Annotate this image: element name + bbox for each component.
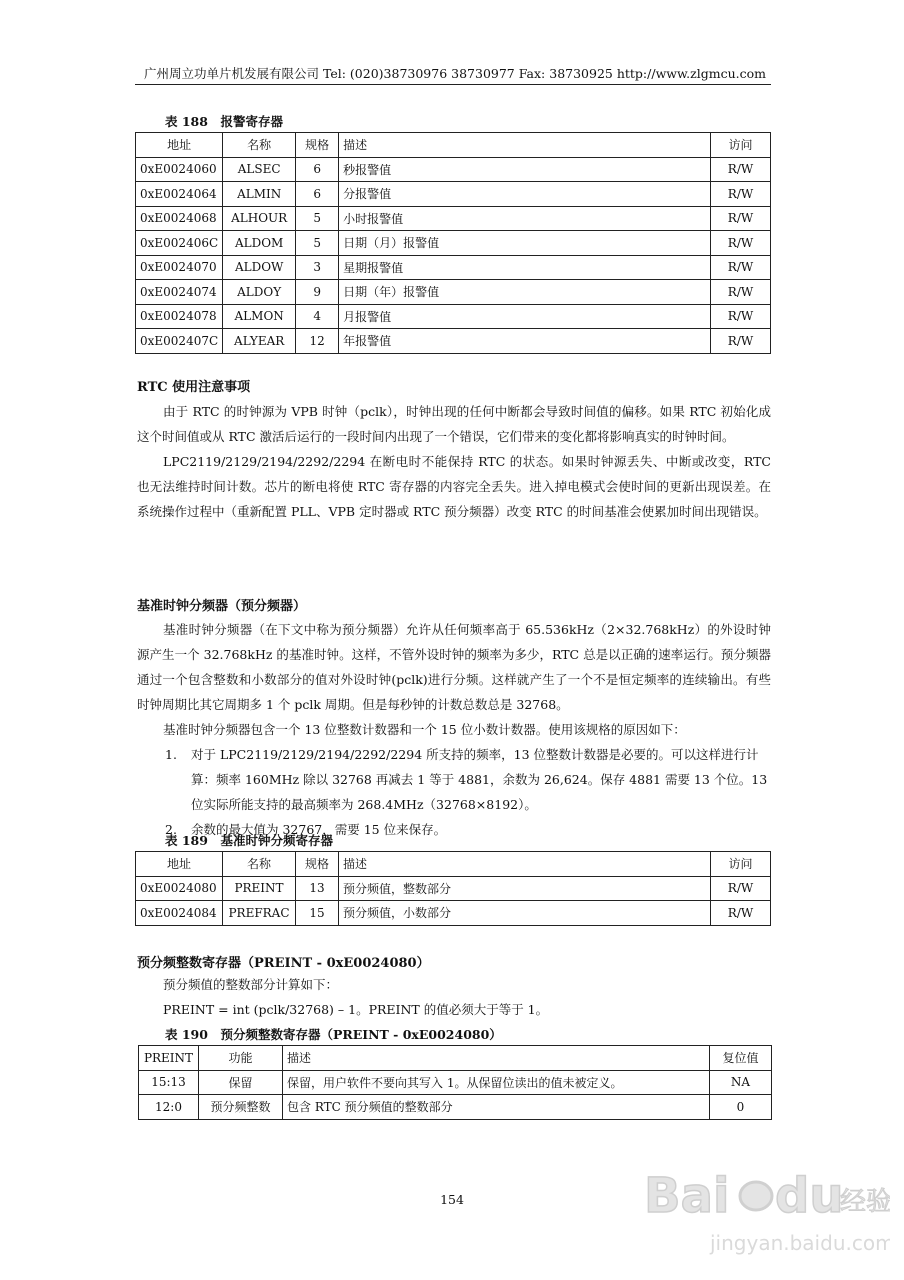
table-cell: 保留，用户软件不要向其写入 1。从保留位读出的值未被定义。	[283, 1070, 710, 1095]
page-header: 广州周立功单片机发展有限公司 Tel: (020)38730976 38730977 Fax: 38730925 http://www.zlgmcu.com	[144, 66, 766, 81]
table-cell: ALDOW	[223, 255, 296, 280]
table-cell: 0xE002406C	[136, 231, 223, 256]
table-189-caption: 表 189 基准时钟分频寄存器	[165, 833, 333, 848]
table-188-caption: 表 188 报警寄存器	[165, 114, 283, 129]
list-text: 余数的最大值为 32767，需要 15 位来保存。	[191, 822, 447, 837]
table-190	[138, 1045, 772, 1120]
table-cell: 13	[296, 876, 339, 901]
table-cell: 5	[296, 231, 339, 256]
column-header: 规格	[296, 852, 339, 877]
table-cell: R/W	[711, 876, 771, 901]
table-cell: 月报警值	[339, 304, 711, 329]
table-cell: PREFRAC	[223, 901, 296, 926]
table-cell: 6	[296, 157, 339, 182]
column-header: 功能	[199, 1046, 283, 1071]
table-cell: 6	[296, 182, 339, 207]
preint-heading: 预分频整数寄存器（PREINT - 0xE0024080）	[137, 956, 430, 971]
table-row	[136, 876, 771, 901]
column-header: 名称	[223, 852, 296, 877]
table-cell: 9	[296, 280, 339, 305]
svg-text:经验: 经验	[840, 1187, 890, 1217]
table-row	[136, 182, 771, 207]
table-cell: 包含 RTC 预分频值的整数部分	[283, 1095, 710, 1120]
preint-text: 预分频值的整数部分计算如下：	[163, 977, 339, 992]
table-cell: 12:0	[139, 1095, 199, 1120]
table-cell: ALMIN	[223, 182, 296, 207]
table-row	[136, 206, 771, 231]
list-number: 2.	[165, 822, 177, 837]
column-header: 描述	[339, 133, 711, 158]
table-row	[136, 901, 771, 926]
table-cell: 0xE0024080	[136, 876, 223, 901]
table-cell: R/W	[711, 280, 771, 305]
table-189	[135, 851, 771, 926]
table-cell: 0xE0024084	[136, 901, 223, 926]
column-header: 访问	[711, 852, 771, 877]
column-header: 描述	[283, 1046, 710, 1071]
table-row	[136, 255, 771, 280]
table-row	[136, 304, 771, 329]
table-row	[139, 1095, 772, 1120]
table-row	[136, 157, 771, 182]
table-cell: 年报警值	[339, 329, 711, 354]
paragraph: 基准时钟分频器（在下文中称为预分频器）允许从任何频率高于 65.536kHz（2×32.768kHz）的外设时钟源产生一个 32.768kHz 的基准时钟。这样，不管外设时钟的频率为多少，RTC 总是以正确的速率运行。预分频器通过一个包含整数和小数部分的值对外设时钟(pclk)进行分频。这样就产生了一个不是恒定频率的连续输出。有些时钟周期比其它周期多 1 个 pclk 周期。但是每秒钟的计数总数总是 32768。	[137, 622, 771, 712]
baidu-watermark	[640, 1150, 890, 1265]
table-cell: ALDOY	[223, 280, 296, 305]
table-cell: R/W	[711, 329, 771, 354]
svg-text:du: du	[775, 1168, 844, 1224]
column-header: 地址	[136, 133, 223, 158]
table-cell: ALSEC	[223, 157, 296, 182]
table-cell: 0xE0024078	[136, 304, 223, 329]
paragraph: 基准时钟分频器包含一个 13 位整数计数器和一个 15 位小数计数器。使用该规格的原因如下：	[163, 722, 686, 737]
svg-text:Bai: Bai	[644, 1168, 730, 1224]
table-cell: R/W	[711, 304, 771, 329]
table-cell: 星期报警值	[339, 255, 711, 280]
page-number: 154	[440, 1192, 464, 1207]
table-cell: NA	[710, 1070, 772, 1095]
table-188	[135, 132, 771, 354]
table-cell: 5	[296, 206, 339, 231]
preint-formula: PREINT = int (pclk/32768) – 1。PREINT 的值必须大于等于 1。	[163, 1002, 549, 1017]
table-cell: 12	[296, 329, 339, 354]
table-cell: 0xE0024064	[136, 182, 223, 207]
table-cell: ALYEAR	[223, 329, 296, 354]
list-item	[137, 742, 771, 817]
table-cell: PREINT	[223, 876, 296, 901]
paragraph: LPC2119/2129/2194/2292/2294 在断电时不能保持 RTC 的状态。如果时钟源丢失、中断或改变，RTC 也无法维持时间计数。芯片的断电将使 RTC 寄存器的内容完全丢失。进入掉电模式会使时间的更新出现误差。在系统操作过程中（重新配置 PLL、VPB 定时器或 RTC 预分频器）改变 RTC 的时间基准会使累加时间出现错误。	[137, 454, 771, 519]
table-cell: 0xE0024060	[136, 157, 223, 182]
table-cell: R/W	[711, 901, 771, 926]
table-cell: 15:13	[139, 1070, 199, 1095]
table-cell: ALMON	[223, 304, 296, 329]
table-cell: 预分频整数	[199, 1095, 283, 1120]
table-header-row	[136, 133, 771, 158]
table-cell: 0xE002407C	[136, 329, 223, 354]
table-cell: 保留	[199, 1070, 283, 1095]
table-cell: 预分频值，整数部分	[339, 876, 711, 901]
header-rule	[135, 84, 771, 85]
list-number: 1.	[165, 747, 177, 762]
table-cell: 分报警值	[339, 182, 711, 207]
table-cell: R/W	[711, 157, 771, 182]
table-cell: 0	[710, 1095, 772, 1120]
table-row	[136, 329, 771, 354]
table-cell: R/W	[711, 206, 771, 231]
svg-text:jingyan.baidu.com: jingyan.baidu.com	[710, 1231, 890, 1255]
table-cell: ALHOUR	[223, 206, 296, 231]
list-text: 对于 LPC2119/2129/2194/2292/2294 所支持的频率，13 位整数计数器是必要的。可以这样进行计算：频率 160MHz 除以 32768 再减去 1 等于 4881，余数为 26,624。保存 4881 需要 13 个位。13 位实际所能支持的最高频率为 268.4MHz（32768×8192）。	[191, 747, 768, 812]
table-cell: 15	[296, 901, 339, 926]
table-cell: ALDOM	[223, 231, 296, 256]
table-header-row	[136, 852, 771, 877]
table-cell: 小时报警值	[339, 206, 711, 231]
table-190-caption: 表 190 预分频整数寄存器（PREINT - 0xE0024080）	[165, 1027, 502, 1042]
table-cell: R/W	[711, 255, 771, 280]
prescaler-heading: 基准时钟分频器（预分频器）	[137, 599, 307, 614]
column-header: 地址	[136, 852, 223, 877]
table-row	[139, 1070, 772, 1095]
column-header: PREINT	[139, 1046, 199, 1071]
table-cell: 0xE0024068	[136, 206, 223, 231]
column-header: 规格	[296, 133, 339, 158]
table-cell: 日期（年）报警值	[339, 280, 711, 305]
table-cell: 0xE0024074	[136, 280, 223, 305]
column-header: 访问	[711, 133, 771, 158]
table-row	[136, 280, 771, 305]
rtc-notes-heading: RTC 使用注意事项	[137, 380, 251, 395]
table-cell: 秒报警值	[339, 157, 711, 182]
table-cell: 日期（月）报警值	[339, 231, 711, 256]
table-header-row	[139, 1046, 772, 1071]
table-row	[136, 231, 771, 256]
table-cell: 4	[296, 304, 339, 329]
column-header: 描述	[339, 852, 711, 877]
table-cell: R/W	[711, 231, 771, 256]
paragraph: 由于 RTC 的时钟源为 VPB 时钟（pclk），时钟出现的任何中断都会导致时间值的偏移。如果 RTC 初始化成这个时间值或从 RTC 激活后运行的一段时间内出现了一个错误，它们带来的变化都将影响真实的时钟时间。	[137, 404, 771, 444]
column-header: 名称	[223, 133, 296, 158]
column-header: 复位值	[710, 1046, 772, 1071]
table-cell: 3	[296, 255, 339, 280]
table-cell: R/W	[711, 182, 771, 207]
table-cell: 0xE0024070	[136, 255, 223, 280]
table-cell: 预分频值，小数部分	[339, 901, 711, 926]
